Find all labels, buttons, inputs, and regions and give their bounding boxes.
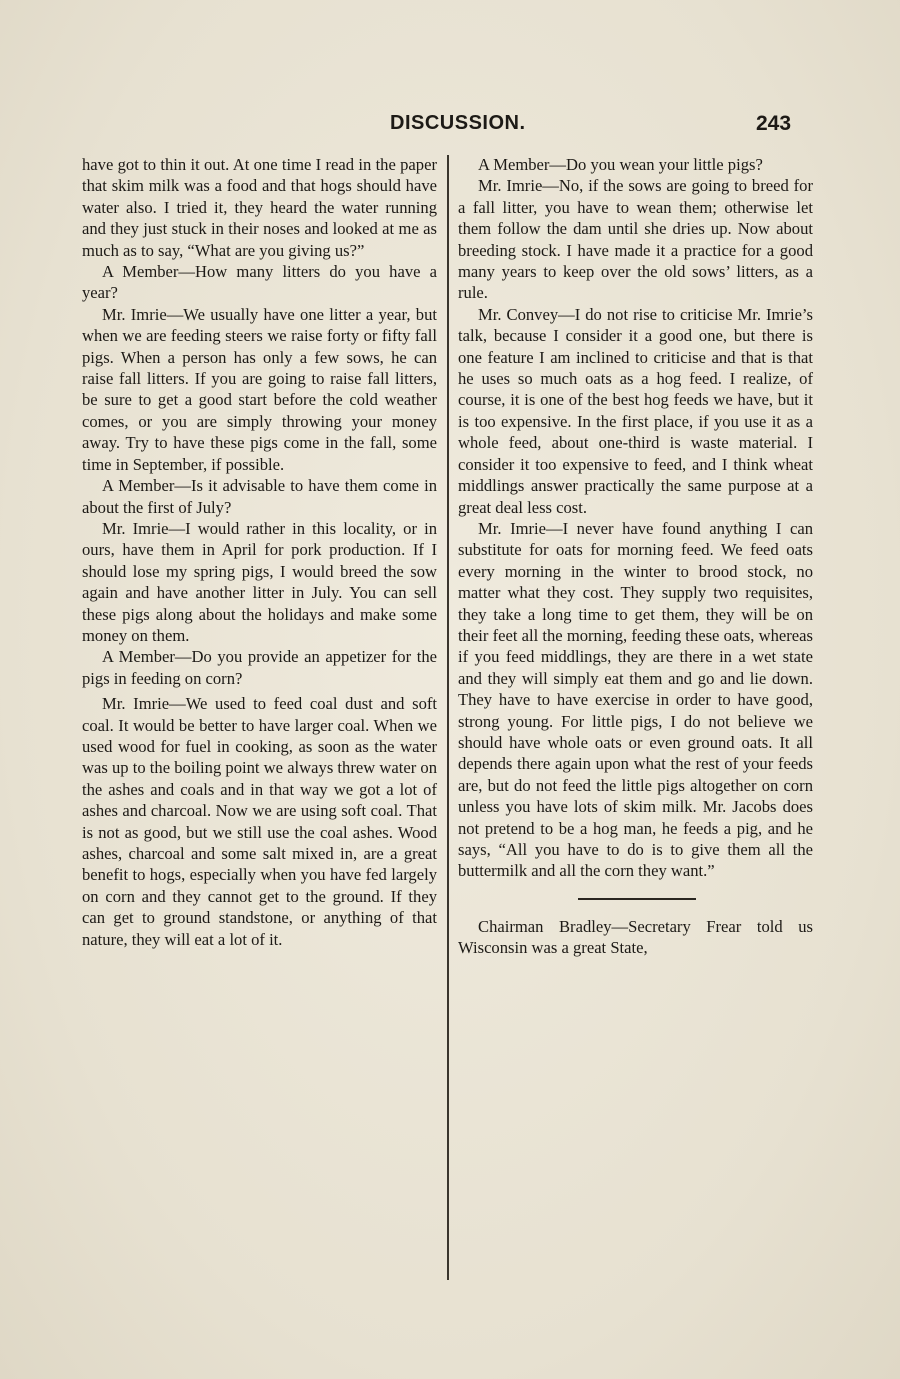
column-divider xyxy=(447,155,449,1280)
section-divider xyxy=(578,898,696,900)
paragraph: A Member—Do you provide an appetizer for the pigs in feeding on corn? xyxy=(82,647,437,688)
paragraph: Mr. Imrie—I never have found anything I can substitute for oats for morning feed. We feed oats every morning in the winter to brood stock, no matter what they cost. They supply two requisites, they take a long time to get them, they will be on their feet all the morning, feeding these oats, whereas if you feed middlings, they are there in a wet state and they will simply eat them and go and lie down. They have to have exercise in order to have good, strong young. For little pigs, I do not believe we should have whole oats or even ground oats. It all depends there again upon what the rest of your feeds are, but do not feed the little pigs altogether on corn unless you have lots of skim milk. Mr. Jacobs does not pretend to be a hog man, he feeds a pig, and he says, “All you have to do is to give them all the buttermilk and all the corn they want.” xyxy=(458,518,813,881)
paragraph: Mr. Imrie—We usually have one litter a year, but when we are feeding steers we raise forty or fifty fall pigs. When a person has only a few sows, he can raise fall litters. If you are going to raise fall litters, be sure to get a good start before the cold weather comes, or you are simply throwing your money away. Try to have these pigs come in the fall, some time in September, if possible. xyxy=(82,304,437,474)
left-column xyxy=(82,154,437,950)
paragraph: Chairman Bradley—Secretary Frear told us Wisconsin was a great State, xyxy=(458,916,813,958)
page-number: 243 xyxy=(756,112,792,135)
paragraph: have got to thin it out. At one time I read in the paper that skim milk was a food and that hogs should have water also. I tried it, they heard the water running and they just stuck in their noses and looked at me as much as to say, “What are you giving us?” xyxy=(82,155,437,260)
right-column xyxy=(458,154,813,959)
paragraph: Mr. Imrie—We used to feed coal dust and soft coal. It would be better to have larger coal. When we used wood for fuel in cooking, as soon as the water was up to the boiling point we always threw water on the ashes and coals and in that way we got a lot of ashes and charcoal. Now we are using soft coal. That is not as good, but we still use the coal ashes. Wood ashes, charcoal and some salt mixed in, are a great benefit to hogs, especially when you have fed largely on corn and they cannot get to the ground. If they can get to ground standstone, or anything of that nature, they will eat a lot of it. xyxy=(82,694,437,949)
page-header xyxy=(0,112,900,152)
paragraph: A Member—How many litters do you have a year? xyxy=(82,262,437,303)
paragraph: A Member—Is it advisable to have them come in about the first of July? xyxy=(82,476,437,517)
running-head: DISCUSSION. xyxy=(390,112,526,134)
paragraph: Mr. Imrie—I would rather in this locality, or in ours, have them in April for pork production. If I should lose my spring pigs, I would breed the sow again and have another litter in July. You can sell these pigs along about the holidays and make some money on them. xyxy=(82,518,437,645)
paragraph: Mr. Convey—I do not rise to criticise Mr. Imrie’s talk, because I consider it a good one, but there is one feature I am inclined to criticise and that is that he uses so much oats as a hog feed. I realize, of course, it is one of the best hog feeds we have, but it is too expensive. In the first place, if you use it as a whole feed, about one-third is waste material. I consider it too expensive to feed, and I think wheat middlings answer practically the same purpose at a great deal less cost. xyxy=(458,304,813,517)
paragraph: Mr. Imrie—No, if the sows are going to breed for a fall litter, you have to wean them; otherwise let them follow the dam until she dries up. Now about breeding stock. I have made it a practice for a good many years to keep over the old sows’ litters, as a rule. xyxy=(458,176,813,303)
paragraph: A Member—Do you wean your little pigs? xyxy=(478,155,763,174)
